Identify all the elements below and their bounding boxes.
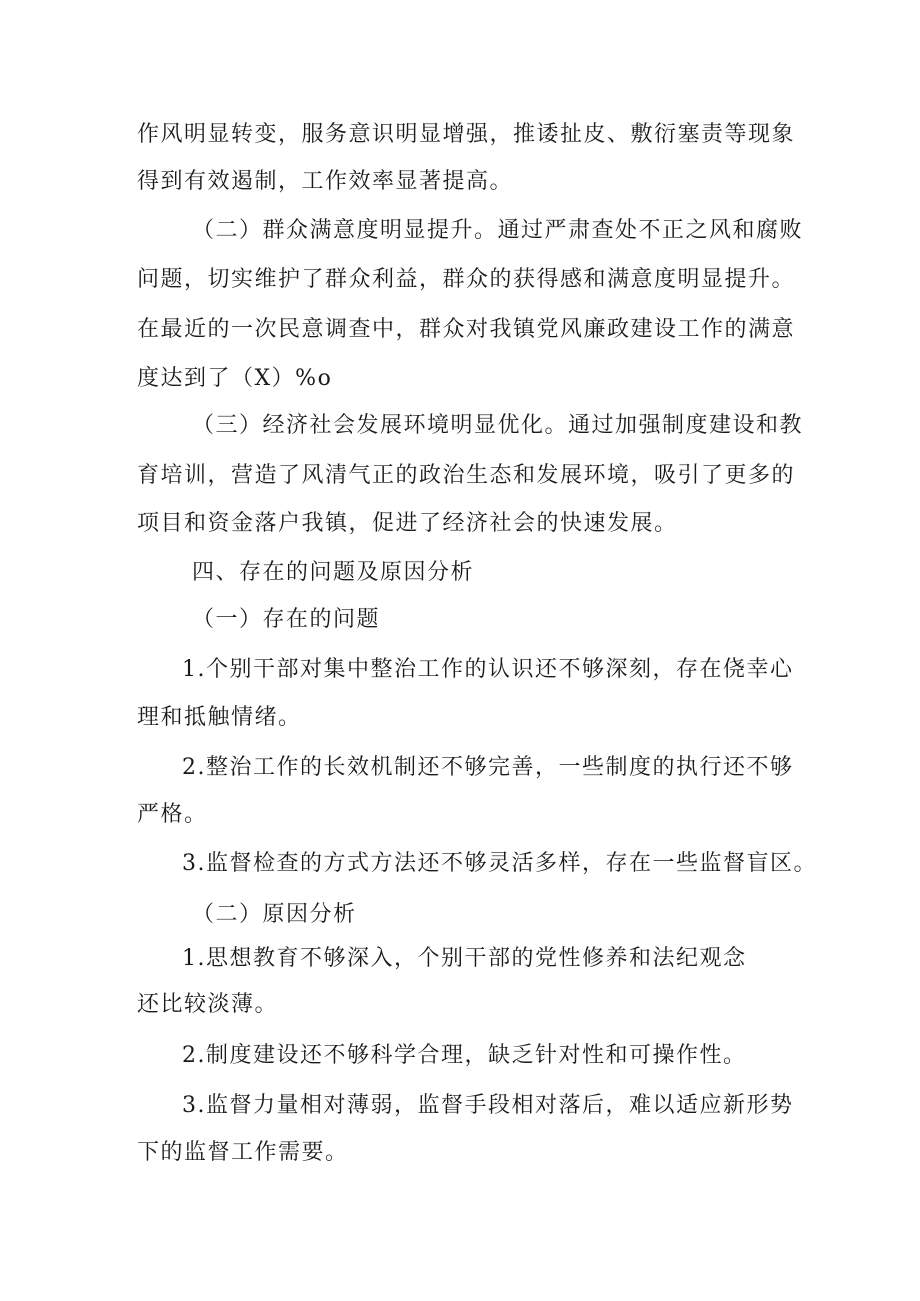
subsection-heading: （一）存在的问题 bbox=[192, 607, 381, 632]
text-line: （二）群众满意度明显提升。通过严肃查处不正之风和腐败 bbox=[192, 218, 804, 243]
text-line: 得到有效遏制，工作效率显著提高。 bbox=[137, 169, 514, 194]
text-line: 下的监督工作需要。 bbox=[137, 1140, 349, 1165]
text-line: 2.整治工作的长效机制还不够完善，一些制度的执行还不够 bbox=[182, 755, 794, 780]
text-line: 1.个别干部对集中整治工作的认识还不够深刻，存在侥幸心 bbox=[182, 657, 794, 682]
text-line: 1.思想教育不够深入，个别干部的党性修养和法纪观念 bbox=[182, 946, 747, 971]
text-line: 在最近的一次民意调查中，群众对我镇党风廉政建设工作的满意 bbox=[137, 317, 796, 342]
text-line: 问题，切实维护了群众利益，群众的获得感和满意度明显提升。 bbox=[137, 267, 796, 292]
text-line: 育培训，营造了风清气正的政治生态和发展环境，吸引了更多的 bbox=[137, 463, 796, 488]
text-line: 度达到了（X）%o bbox=[137, 366, 333, 391]
text-line: 2.制度建设还不够科学合理，缺乏针对性和可操作性。 bbox=[182, 1043, 747, 1068]
text-line: 3.监督检查的方式方法还不够灵活多样，存在一些监督盲区。 bbox=[182, 851, 817, 876]
text-line: 严格。 bbox=[137, 802, 208, 827]
text-line: 作风明显转变，服务意识明显增强，推诿扯皮、敷衍塞责等现象 bbox=[137, 122, 796, 147]
text-line: （三）经济社会发展环境明显优化。通过加强制度建设和教 bbox=[192, 413, 804, 438]
text-line: 理和抵触情绪。 bbox=[137, 705, 302, 730]
section-heading: 四、存在的问题及原因分析 bbox=[192, 560, 475, 585]
text-line: 还比较淡薄。 bbox=[137, 992, 279, 1017]
text-line: 3.监督力量相对薄弱，监督手段相对落后，难以适应新形势 bbox=[182, 1093, 794, 1118]
subsection-heading: （二）原因分析 bbox=[192, 902, 357, 927]
text-line: 项目和资金落户我镇，促进了经济社会的快速发展。 bbox=[137, 511, 678, 536]
